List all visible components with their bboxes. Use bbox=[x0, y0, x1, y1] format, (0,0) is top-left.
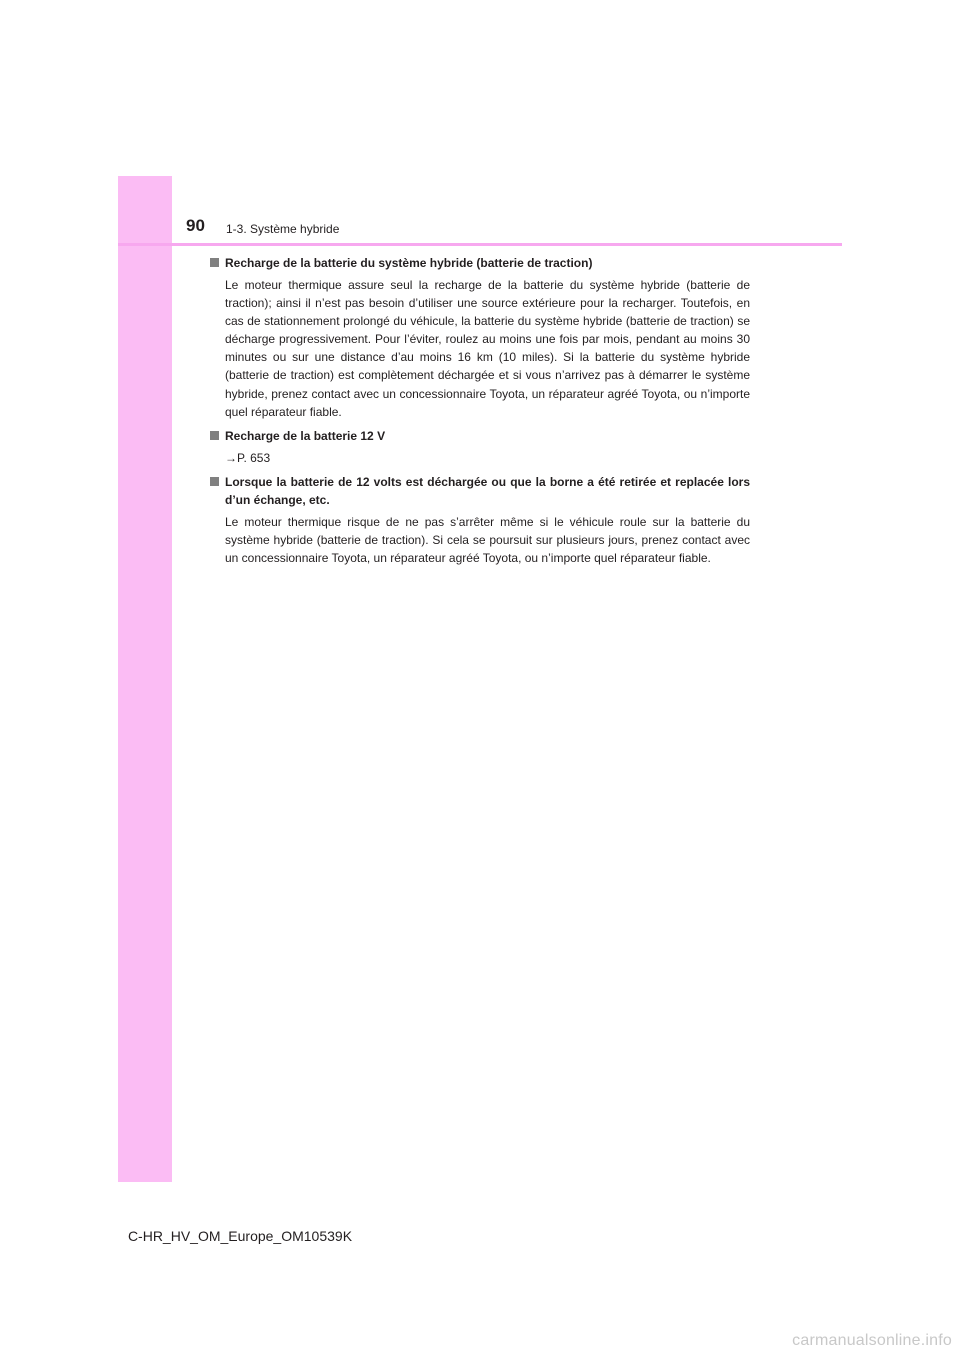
document-code-footer: C-HR_HV_OM_Europe_OM10539K bbox=[127, 1228, 353, 1244]
section-heading bbox=[210, 473, 750, 509]
section-heading bbox=[210, 254, 750, 272]
page-number: 90 bbox=[186, 216, 205, 235]
square-bullet-icon bbox=[210, 258, 219, 267]
section-body: Le moteur thermique assure seul la recharge de la batterie du système hybride (batterie de traction); ainsi il n’est pas besoin d’utiliser une source extérieure pour la recharger. Toutefois, en cas de stationnement prolongé du véhicule, la batterie du système hybride (batterie de traction) se décharge progressivement. Pour l’éviter, roulez au moins une fois par mois, pendant au moins 30 minutes ou sur une distance d’au moins 16 km (10 miles). Si la batterie du système hybride (batterie de traction) est complètement déchargée et si vous n’arrivez pas à démarrer le système hybride, prenez contact avec un concessionnaire Toyota, un réparateur agréé Toyota, ou n’importe quel réparateur fiable. bbox=[225, 278, 750, 419]
section-heading-text: Lorsque la batterie de 12 volts est déchargée ou que la borne a été retirée et replacée lors d’un échange, etc. bbox=[225, 474, 750, 507]
page-sidebar-tab bbox=[118, 176, 172, 1182]
site-watermark: carmanualsonline.info bbox=[792, 1332, 952, 1349]
page-content bbox=[210, 254, 750, 573]
section-title: 1-3. Système hybride bbox=[226, 222, 340, 236]
page-reference-link[interactable]: →P. 653 bbox=[225, 450, 271, 465]
section-heading-text: Recharge de la batterie du système hybride (batterie de traction) bbox=[225, 256, 593, 270]
square-bullet-icon bbox=[210, 477, 219, 486]
section-body: Le moteur thermique risque de ne pas s’arrêter même si le véhicule roule sur la batterie du système hybride (batterie de traction). Si cela se poursuit sur plusieurs jours, prenez contact avec un concessionnaire Toyota, un réparateur agréé Toyota, ou n’importe quel réparateur fiable. bbox=[225, 514, 750, 565]
section-12v-battery-discharged bbox=[210, 473, 750, 567]
header-divider bbox=[118, 243, 842, 246]
section-12v-battery-charging bbox=[210, 427, 750, 467]
section-heading bbox=[210, 427, 750, 445]
section-traction-battery-charging bbox=[210, 254, 750, 421]
section-heading-text: Recharge de la batterie 12 V bbox=[225, 428, 386, 443]
square-bullet-icon bbox=[210, 431, 219, 440]
